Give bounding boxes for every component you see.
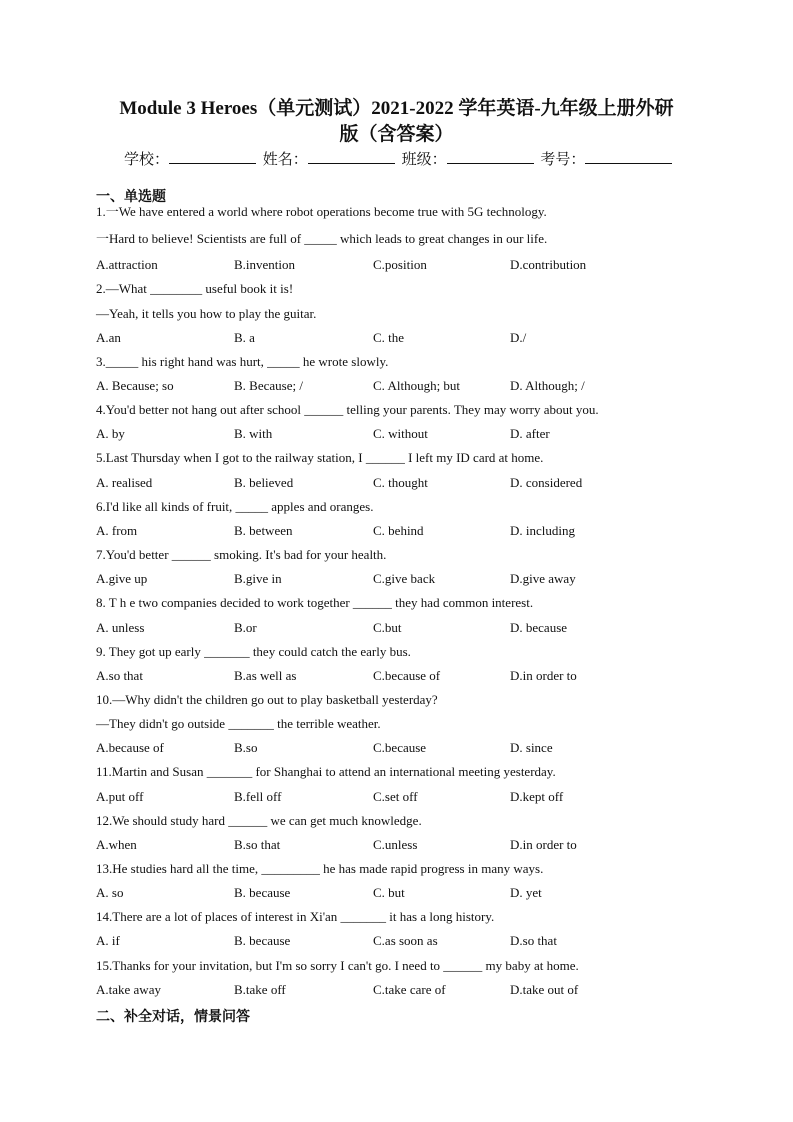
name-blank xyxy=(308,149,395,164)
page-title xyxy=(80,96,713,148)
option-d[interactable]: D.in order to xyxy=(510,668,577,683)
section-heading-single-choice: 一、单选题 xyxy=(96,189,166,205)
question-5-line-1: 5.Last Thursday when I got to the railway station, I ______ I left my ID card at home. xyxy=(96,450,544,465)
option-a[interactable]: A. if xyxy=(96,933,120,948)
option-d[interactable]: D. yet xyxy=(510,885,542,900)
option-c[interactable]: C. the xyxy=(373,330,405,345)
question-10-options xyxy=(96,740,696,756)
question-9-options xyxy=(96,668,696,684)
option-d[interactable]: D./ xyxy=(510,330,527,345)
exam-number-field[interactable] xyxy=(540,148,672,169)
option-d[interactable]: D.contribution xyxy=(510,257,587,272)
question-2-line-1: 2.—What ________ useful book it is! xyxy=(96,281,294,296)
option-b[interactable]: B.or xyxy=(234,620,257,635)
option-b[interactable]: B. Because; / xyxy=(234,378,303,393)
exam-number-blank xyxy=(585,149,672,164)
option-c[interactable]: C.take care of xyxy=(373,982,446,997)
title-line-1: Module 3 Heroes（单元测试）2021-2022 学年英语-九年级上册外研 xyxy=(119,98,674,119)
option-d[interactable]: D.take out of xyxy=(510,982,579,997)
option-a[interactable]: A.take away xyxy=(96,982,161,997)
section-heading-dialogue: 二、补全对话，情景问答 xyxy=(96,1009,250,1025)
question-15-options xyxy=(96,982,696,998)
school-blank xyxy=(169,149,256,164)
option-c[interactable]: C. Although; but xyxy=(373,378,461,393)
question-4-line-1: 4.You'd better not hang out after school ______ telling your parents. They may worry about you. xyxy=(96,402,599,417)
question-10-line-2: —They didn't go outside _______ the terrible weather. xyxy=(96,716,381,731)
option-d[interactable]: D. since xyxy=(510,740,553,755)
question-4-options xyxy=(96,426,696,442)
name-field[interactable] xyxy=(263,148,395,169)
option-b[interactable]: B.so xyxy=(234,740,258,755)
option-a[interactable]: A.when xyxy=(96,837,137,852)
question-11-options xyxy=(96,789,696,805)
question-5-options xyxy=(96,475,696,491)
option-d[interactable]: D. after xyxy=(510,426,550,441)
option-a[interactable]: A.attraction xyxy=(96,257,158,272)
question-3-line-1: 3._____ his right hand was hurt, _____ he wrote slowly. xyxy=(96,354,389,369)
question-2-line-2: —Yeah, it tells you how to play the guitar. xyxy=(96,306,317,321)
option-c[interactable]: C.as soon as xyxy=(373,933,438,948)
question-8-options xyxy=(96,620,696,636)
question-13-options xyxy=(96,885,696,901)
question-9-line-1: 9. They got up early _______ they could catch the early bus. xyxy=(96,644,411,659)
option-b[interactable]: B. with xyxy=(234,426,273,441)
option-a[interactable]: A. by xyxy=(96,426,125,441)
question-7-options xyxy=(96,571,696,587)
option-b[interactable]: B.give in xyxy=(234,571,282,586)
option-b[interactable]: B.as well as xyxy=(234,668,297,683)
option-b[interactable]: B. because xyxy=(234,885,291,900)
option-a[interactable]: A.because of xyxy=(96,740,164,755)
option-d[interactable]: D. because xyxy=(510,620,568,635)
option-c[interactable]: C.but xyxy=(373,620,402,635)
option-a[interactable]: A. unless xyxy=(96,620,145,635)
option-a[interactable]: A.so that xyxy=(96,668,143,683)
class-blank xyxy=(447,149,534,164)
question-2-options xyxy=(96,330,696,346)
question-14-line-1: 14.There are a lot of places of interest in Xi'an _______ it has a long history. xyxy=(96,909,495,924)
question-10-line-1: 10.—Why didn't the children go out to play basketball yesterday? xyxy=(96,692,438,707)
option-a[interactable]: A.an xyxy=(96,330,121,345)
school-field[interactable] xyxy=(124,148,256,169)
option-a[interactable]: A.put off xyxy=(96,789,144,804)
name-label: 姓名： xyxy=(262,150,308,168)
option-b[interactable]: B.fell off xyxy=(234,789,282,804)
question-6-options xyxy=(96,523,696,539)
class-field[interactable] xyxy=(402,148,534,169)
exam-number-label: 考号： xyxy=(540,150,586,168)
question-1-line-2: 一Hard to believe! Scientists are full of _____ which leads to great changes in our life. xyxy=(96,231,548,246)
option-c[interactable]: C. but xyxy=(373,885,405,900)
option-d[interactable]: D.give away xyxy=(510,571,576,586)
question-12-options xyxy=(96,837,696,853)
option-c[interactable]: C.unless xyxy=(373,837,418,852)
option-a[interactable]: A. so xyxy=(96,885,124,900)
question-3-options xyxy=(96,378,696,394)
option-b[interactable]: B.invention xyxy=(234,257,296,272)
option-a[interactable]: A. realised xyxy=(96,475,153,490)
option-d[interactable]: D.in order to xyxy=(510,837,577,852)
title-line-2: 版（含答案） xyxy=(339,124,454,145)
student-info-row xyxy=(124,148,674,169)
option-a[interactable]: A. Because; so xyxy=(96,378,174,393)
question-12-line-1: 12.We should study hard ______ we can get much knowledge. xyxy=(96,813,422,828)
option-b[interactable]: B.take off xyxy=(234,982,286,997)
option-d[interactable]: D. Although; / xyxy=(510,378,585,393)
option-a[interactable]: A.give up xyxy=(96,571,148,586)
option-c[interactable]: C.because of xyxy=(373,668,441,683)
question-14-options xyxy=(96,933,696,949)
option-c[interactable]: C.give back xyxy=(373,571,436,586)
question-6-line-1: 6.I'd like all kinds of fruit, _____ apples and oranges. xyxy=(96,499,374,514)
question-1-line-1: 1.一We have entered a world where robot operations become true with 5G technology. xyxy=(96,204,547,219)
option-c[interactable]: C. without xyxy=(373,426,428,441)
option-a[interactable]: A. from xyxy=(96,523,138,538)
option-d[interactable]: D. considered xyxy=(510,475,583,490)
class-label: 班级： xyxy=(401,150,447,168)
option-b[interactable]: B. believed xyxy=(234,475,294,490)
question-8-line-1: 8. T h e two companies decided to work together ______ they had common interest. xyxy=(96,595,534,610)
question-13-line-1: 13.He studies hard all the time, _________ he has made rapid progress in many ways. xyxy=(96,861,544,876)
option-c[interactable]: C.set off xyxy=(373,789,418,804)
option-b[interactable]: B. between xyxy=(234,523,293,538)
option-c[interactable]: C.because xyxy=(373,740,427,755)
option-c[interactable]: C.position xyxy=(373,257,427,272)
option-b[interactable]: B. because xyxy=(234,933,291,948)
question-1-options xyxy=(96,257,696,273)
option-c[interactable]: C. behind xyxy=(373,523,424,538)
option-d[interactable]: D.so that xyxy=(510,933,557,948)
question-15-line-1: 15.Thanks for your invitation, but I'm so sorry I can't go. I need to ______ my baby at home. xyxy=(96,958,579,973)
option-b[interactable]: B.so that xyxy=(234,837,281,852)
question-11-line-1: 11.Martin and Susan _______ for Shanghai to attend an international meeting yesterday. xyxy=(96,764,556,779)
option-c[interactable]: C. thought xyxy=(373,475,428,490)
option-d[interactable]: D.kept off xyxy=(510,789,564,804)
school-label: 学校： xyxy=(124,150,170,168)
option-b[interactable]: B. a xyxy=(234,330,255,345)
option-d[interactable]: D. including xyxy=(510,523,575,538)
question-7-line-1: 7.You'd better ______ smoking. It's bad for your health. xyxy=(96,547,387,562)
